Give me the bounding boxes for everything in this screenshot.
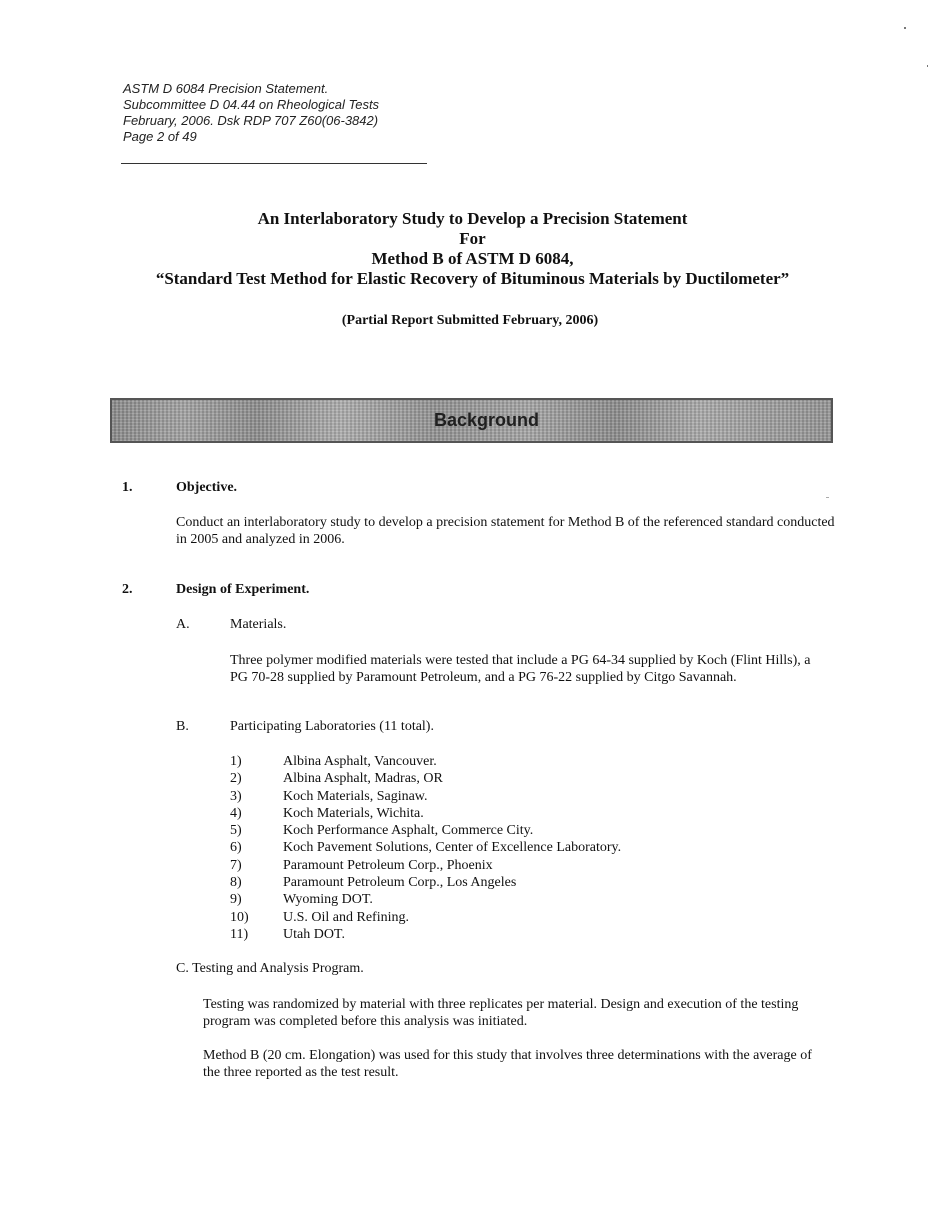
lab-name: Utah DOT. [283,926,345,942]
list-number: 1) [230,754,242,769]
document-title [0,209,950,289]
lab-name: Koch Pavement Solutions, Center of Excellence Laboratory. [283,840,622,856]
list-item [230,857,621,874]
scan-speck [904,27,906,29]
list-item [230,770,621,787]
scan-speck [826,497,829,498]
subsection-a-title: Materials. [230,617,287,632]
header-line: Subcommittee D 04.44 on Rheological Tests [123,97,380,112]
scan-speck [927,65,928,67]
list-number: 8) [230,875,242,891]
title-line: For [459,229,486,248]
subsection-c-title: C. Testing and Analysis Program. [176,961,364,976]
lab-name: Koch Materials, Wichita. [283,805,424,821]
subsection-a-letter: A. [176,617,190,632]
page-number: Page 2 of 49 [123,129,197,144]
list-number: 7) [230,857,242,873]
report-subtitle: (Partial Report Submitted February, 2006) [341,313,599,328]
list-number: 2) [230,771,242,787]
section-2-heading: Design of Experiment. [176,582,310,597]
list-item [230,909,621,926]
title-line: Method B of ASTM D 6084, [371,249,574,268]
list-item [230,753,621,770]
section-1-number: 1. [122,480,133,495]
header-line: February, 2006. Dsk RDP 707 Z60(06-3842) [123,113,379,128]
list-number: 3) [230,788,242,804]
subsection-b-title: Participating Laboratories (11 total). [230,719,434,734]
list-number: 4) [230,805,242,821]
lab-name: Albina Asphalt, Vancouver. [283,754,437,769]
header-divider [121,163,427,164]
banner-label: Background [433,410,539,430]
header-line: ASTM D 6084 Precision Statement. [123,81,329,96]
title-line: “Standard Test Method for Elastic Recovery of Bituminous Materials by Ductilometer” [155,269,790,288]
list-item [230,788,621,805]
lab-name: Koch Materials, Saginaw. [283,788,428,804]
lab-name: Wyoming DOT. [283,892,373,908]
list-number: 11) [230,926,249,942]
lab-name: Paramount Petroleum Corp., Los Angeles [283,875,517,891]
list-item [230,839,621,856]
list-item [230,822,621,839]
lab-name: Paramount Petroleum Corp., Phoenix [283,857,493,873]
testing-paragraph-1: Testing was randomized by material with three replicates per material. Design and execution of the testing program was completed before this analysis was initiated. [203,997,799,1029]
testing-paragraph-2: Method B (20 cm. Elongation) was used for this study that involves three determinations with the average of the three reported as the test result. [203,1048,812,1080]
title-line: An Interlaboratory Study to Develop a Precision Statement [257,209,688,228]
list-number: 9) [230,892,242,908]
laboratory-list [230,753,621,943]
list-number: 6) [230,840,242,856]
list-item [230,926,621,943]
materials-text: Three polymer modified materials were tested that include a PG 64-34 supplied by Koch (Flint Hills), a PG 70-28 supplied by Paramount Petroleum, and a PG 76-22 supplied by Citgo Savannah. [230,653,811,685]
list-item [230,874,621,891]
list-number: 5) [230,823,242,839]
document-header [123,81,379,145]
lab-name: U.S. Oil and Refining. [283,909,409,925]
lab-name: Albina Asphalt, Madras, OR [283,771,443,787]
section-1-heading: Objective. [176,480,238,495]
list-item [230,891,621,908]
section-2-number: 2. [122,582,133,597]
objective-text: Conduct an interlaboratory study to develop a precision statement for Method B of the referenced standard conducted in 2005 and analyzed in 2006. [176,515,835,547]
background-banner [110,398,833,443]
list-number: 10) [230,909,249,925]
subsection-b-letter: B. [176,719,189,734]
list-item [230,805,621,822]
lab-name: Koch Performance Asphalt, Commerce City. [283,823,534,839]
